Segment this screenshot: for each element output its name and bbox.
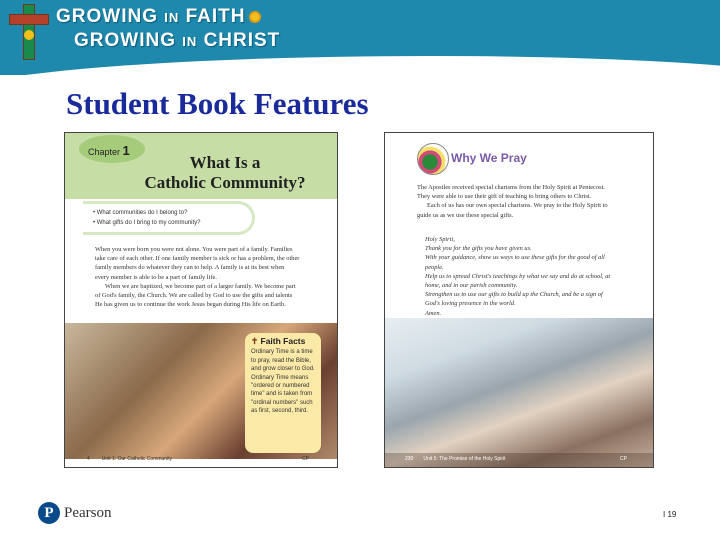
children-praying-photo <box>385 318 653 468</box>
student-book-page-left <box>64 132 338 468</box>
banner-line-2: GROWING IN CHRIST <box>74 30 281 51</box>
cross-logo-icon <box>9 4 49 60</box>
faith-facts-box: ✝ Faith Facts Ordinary Time is a time to pray, read the Bible, and grow closer to God. Ordinary Time means "ordered or numbered time" and is taken from "ordinal numbers" such as first, second, third. <box>245 333 321 453</box>
section-title: Why We Pray <box>451 151 527 165</box>
slide-page-number: I 19 <box>663 510 677 519</box>
header-banner <box>0 0 720 75</box>
pearson-mark-icon: P <box>38 502 60 524</box>
chapter-badge: Chapter 1 <box>79 135 145 163</box>
sunflower-icon <box>249 11 261 23</box>
pearson-logo: P Pearson <box>38 502 112 524</box>
prayer-text: Holy Spirit, Thank you for the gifts you have given us. With your guidance, show us ways to use these gifts for the good of all people. Help us to spread Christ's teachings by what we say and do at school, at home, and in our parish community. Strengthen us to use our gifts to build up the Church, and be a sign of God's loving presence in the world. Amen. <box>425 236 611 317</box>
chapter-body: When you were born you were not alone. You were part of a family. Families take care of each other. If one family member is sick or has a problem, the other family members do whatever they can to help. A family is at its best when every member is able to be a part of family life. When we are baptized, we become part of a larger family. We become part of God's family, the Church. We are called by God to use the gifts and talents He has given us to continue the work Jesus began during His life on Earth. <box>95 246 300 309</box>
chapter-title: What Is a Catholic Community? <box>144 153 306 192</box>
slide-title: Student Book Features <box>66 86 369 121</box>
banner-line-1: GROWING IN FAITH <box>56 6 261 28</box>
page-footer: 4 Unit 1: Our Catholic Community CP <box>87 456 309 462</box>
page-footer: 230 Unit 5: The Promise of the Holy Spirit CP <box>385 453 653 467</box>
catholic-faith-logo-icon <box>417 143 449 175</box>
student-book-page-right <box>384 132 654 468</box>
section-body: The Apostles received special charisms from the Holy Spirit at Pentecost. They were able to use their gift of teaching to bring others to Christ. Each of us has our own special charisms. We pray to the Holy Spirit to guide us as we use these special gifts. <box>417 184 608 219</box>
chapter-questions: • What communities do I belong to? • What gifts do I bring to my community? <box>83 201 255 235</box>
